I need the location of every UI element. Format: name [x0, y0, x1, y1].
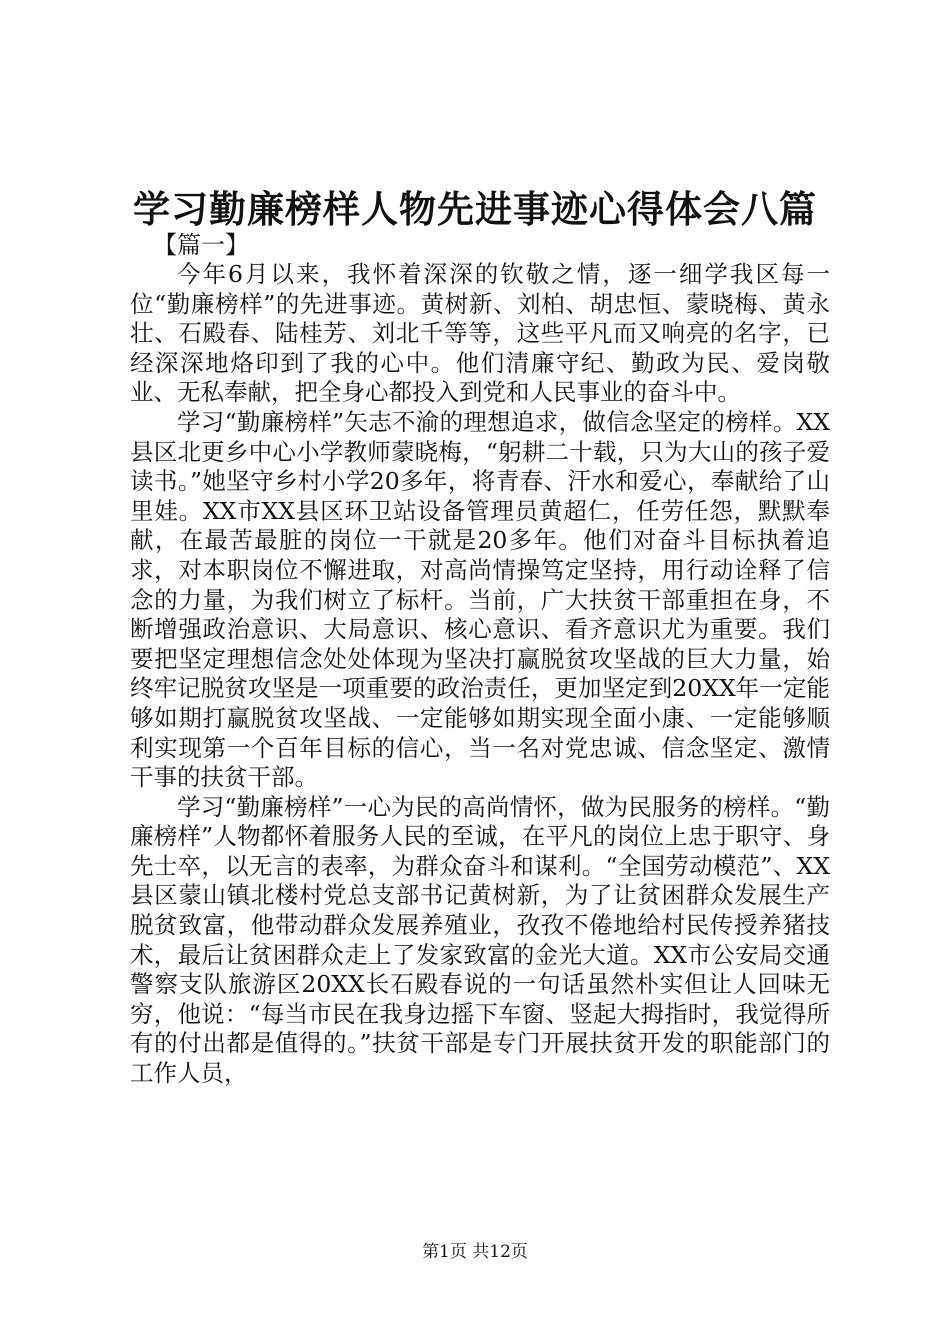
paragraph-3: 学习“勤廉榜样”一心为民的高尚情怀，做为民服务的榜样。“勤廉榜样”人物都怀着服务人民的至诚，在平凡的岗位上忠于职守、身先士卒，以无言的表率，为群众奋斗和谋利。“全国劳动模范”、XX县区蒙山镇北楼村党总支部书记黄树新，为了让贫困群众发展生产脱贫致富，他带动群众发展养殖业，孜孜不倦地给村民传授养猪技术，最后让贫困群众走上了发家致富的金光大道。XX市公安局交通警察支队旅游区20XX长石殿春说的一句话虽然朴实但让人回味无穷，他说：“每当市民在我身边摇下车窗、竖起大拇指时，我觉得所有的付出都是值得的。”扶贫干部是专门开展扶贫开发的职能部门的工作人员，	[130, 792, 830, 1088]
paragraph-2: 学习“勤廉榜样”矢志不渝的理想追求，做信念坚定的榜样。XX县区北更乡中心小学教师蒙晓梅，“躬耕二十载，只为大山的孩子爱读书。”她坚守乡村小学20多年，将青春、汗水和爱心，奉献给了山里娃。XX市XX县区环卫站设备管理员黄超仁，任劳任怨，默默奉献，在最苦最脏的岗位一干就是20多年。他们对奋斗目标执着追求，对本职岗位不懈进取，对高尚情操笃定坚持，用行动诠释了信念的力量，为我们树立了标杆。当前，广大扶贫干部重担在身，不断增强政治意识、大局意识、核心意识、看齐意识尤为重要。我们要把坚定理想信念处处体现为坚决打赢脱贫攻坚战的巨大力量，始终牢记脱贫攻坚是一项重要的政治责任，更加坚定到20XX年一定能够如期打赢脱贫攻坚战、一定能够如期实现全面小康、一定能够顺利实现第一个百年目标的信心，当一名对党忠诚、信念坚定、激情干事的扶贫干部。	[130, 407, 830, 792]
document-body	[130, 260, 830, 1089]
page-footer: 第1页 共12页	[422, 1242, 528, 1262]
paragraph-1: 今年6月以来，我怀着深深的钦敬之情，逐一细学我区每一位“勤廉榜样”的先进事迹。黄树新、刘柏、胡忠恒、蒙晓梅、黄永壮、石殿春、陆桂芳、刘北千等等，这些平凡而又响亮的名字，已经深深地烙印到了我的心中。他们清廉守纪、勤政为民、爱岗敬业、无私奉献，把全身心都投入到党和人民事业的奋斗中。	[130, 260, 830, 407]
document-title: 学习勤廉榜样人物先进事迹心得体会八篇	[133, 187, 817, 231]
section-heading: 【篇一】	[153, 231, 249, 259]
